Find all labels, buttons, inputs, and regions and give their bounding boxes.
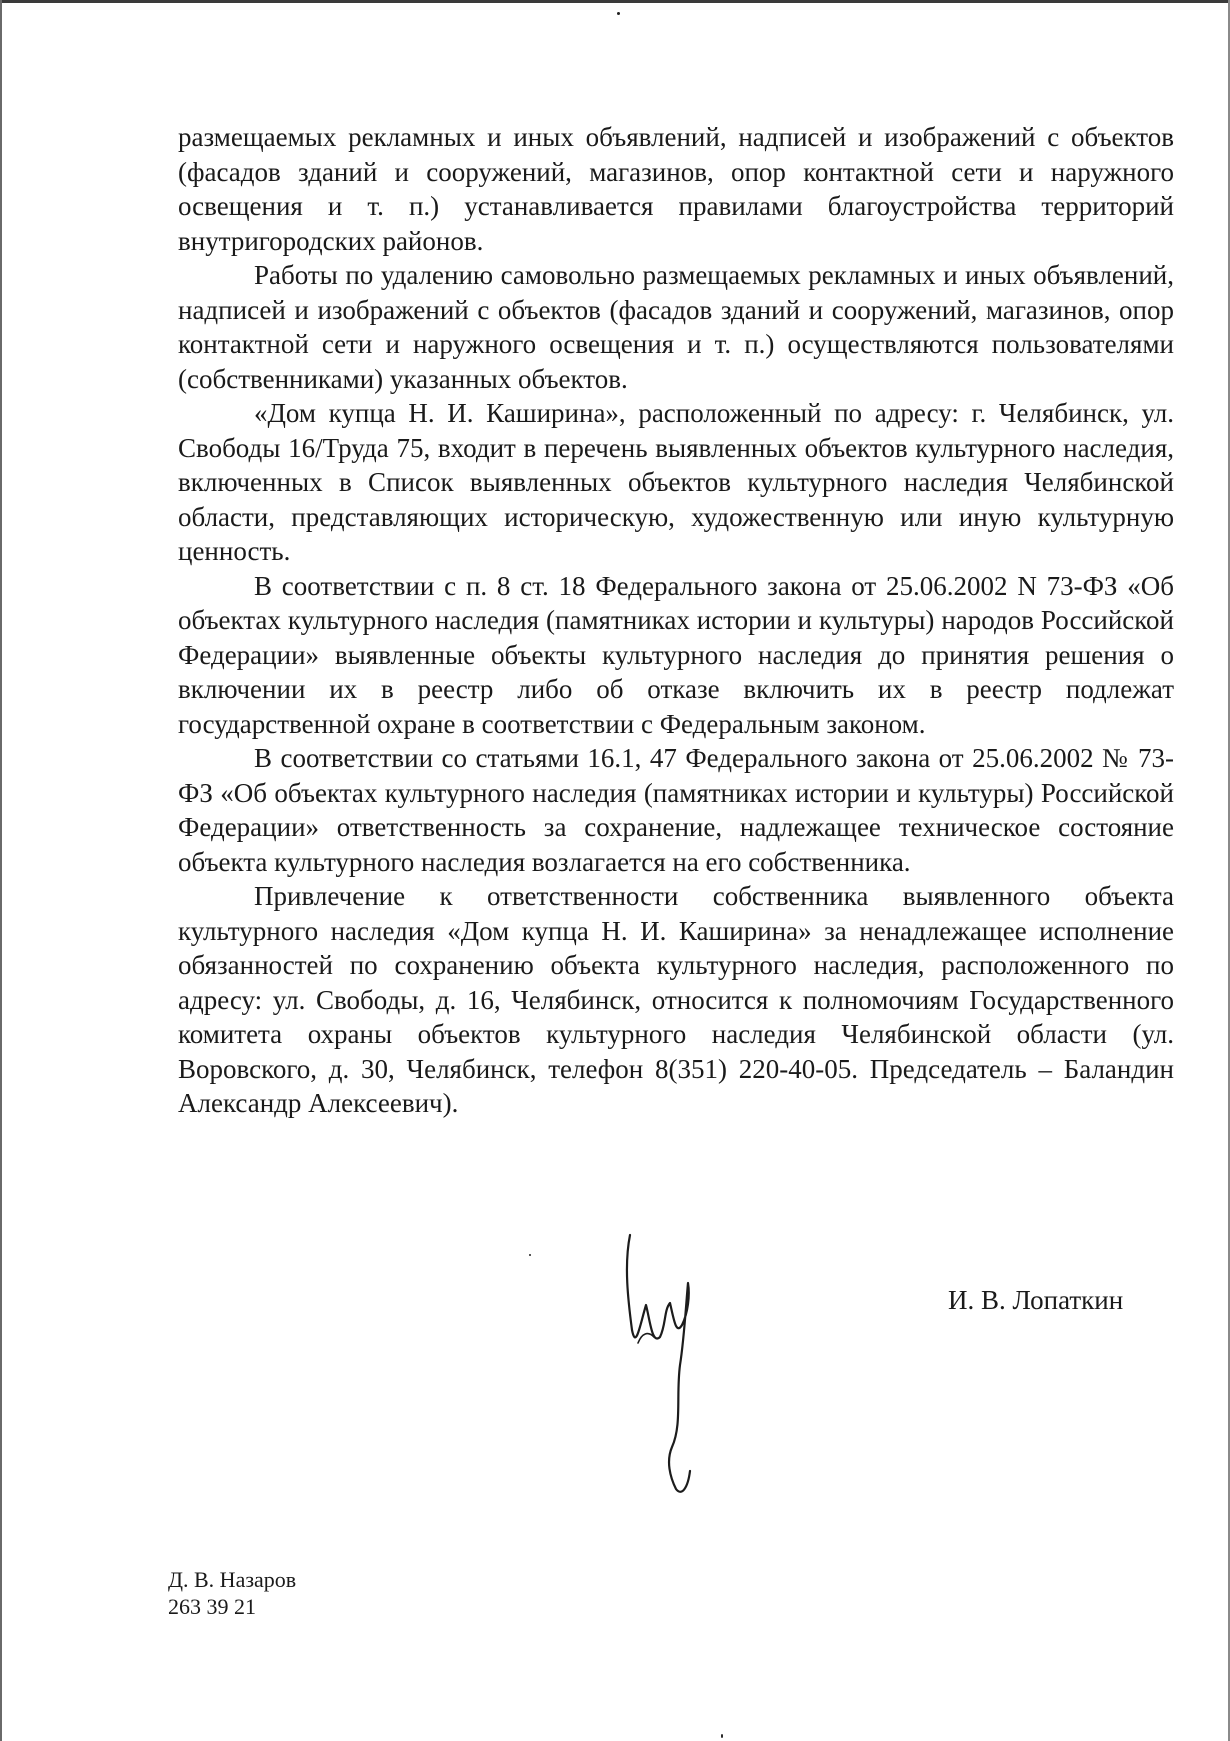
scan-speck xyxy=(529,1254,531,1256)
page-left-edge xyxy=(0,0,2,1741)
executor-phone: 263 39 21 xyxy=(168,1594,256,1619)
scan-speck xyxy=(721,1734,723,1738)
letter-body xyxy=(178,120,1174,1121)
page-top-edge xyxy=(0,0,1230,3)
executor-name: Д. В. Назаров xyxy=(168,1567,297,1592)
paragraph-heritage-object: «Дом купца Н. И. Каширина», расположенный по адресу: г. Челябинск, ул. Свободы 16/Труда 75, входит в перечень выявленных объектов культурного наследия, включенных в Список выявленных объектов культурного наследия Челябинской области, представляющих историческую, художественную или иную культурную ценность. xyxy=(178,398,1174,566)
paragraph-removal-works: Работы по удалению самовольно размещаемых рекламных и иных объявлений, надписей и изображений с объектов (фасадов зданий и сооружений, магазинов, опор контактной сети и наружного освещения и т. п.) осуществляются пользователями (собственниками) указанных объектов. xyxy=(178,260,1174,394)
paragraph-law-articles-16-47: В соответствии со статьями 16.1, 47 Федерального закона от 25.06.2002 № 73-ФЗ «Об объектах культурного наследия (памятниках истории и культуры) Российской Федерации» ответственность за сохранение, надлежащее техническое состояние объекта культурного наследия возлагается на его собственника. xyxy=(178,743,1174,877)
executor-block xyxy=(168,1566,296,1620)
paragraph-responsibility: Привлечение к ответственности собственника выявленного объекта культурного наследия «Дом купца Н. И. Каширина» за ненадлежащее исполнение обязанностей по сохранению объекта культурного наследия, расположенного по адресу: ул. Свободы, д. 16, Челябинск, относится к полномочиям Государственного комитета охраны объектов культурного наследия Челябинской области (ул. Воровского, д. 30, Челябинск, телефон 8(351) 220-40-05. Председатель – Баландин Александр Алексеевич). xyxy=(178,881,1174,1118)
paragraph-law-article-18: В соответствии с п. 8 ст. 18 Федерального закона от 25.06.2002 N 73-ФЗ «Об объектах культурного наследия (памятниках истории и культуры) народов Российской Федерации» выявленные объекты культурного наследия до принятия решения о включении их в реестр либо об отказе включить их в реестр подлежат государственной охране в соответствии с Федеральным законом. xyxy=(178,570,1174,739)
paragraph-continuation: размещаемых рекламных и иных объявлений, надписей и изображений с объектов (фасадов зданий и сооружений, магазинов, опор контактной сети и наружного освещения и т. п.) устанавливается правилами благоустройства территорий внутригородских районов. xyxy=(178,122,1174,256)
handwritten-signature xyxy=(610,1225,720,1515)
signatory-name: И. В. Лопаткин xyxy=(948,1285,1124,1315)
scan-speck xyxy=(617,12,620,15)
